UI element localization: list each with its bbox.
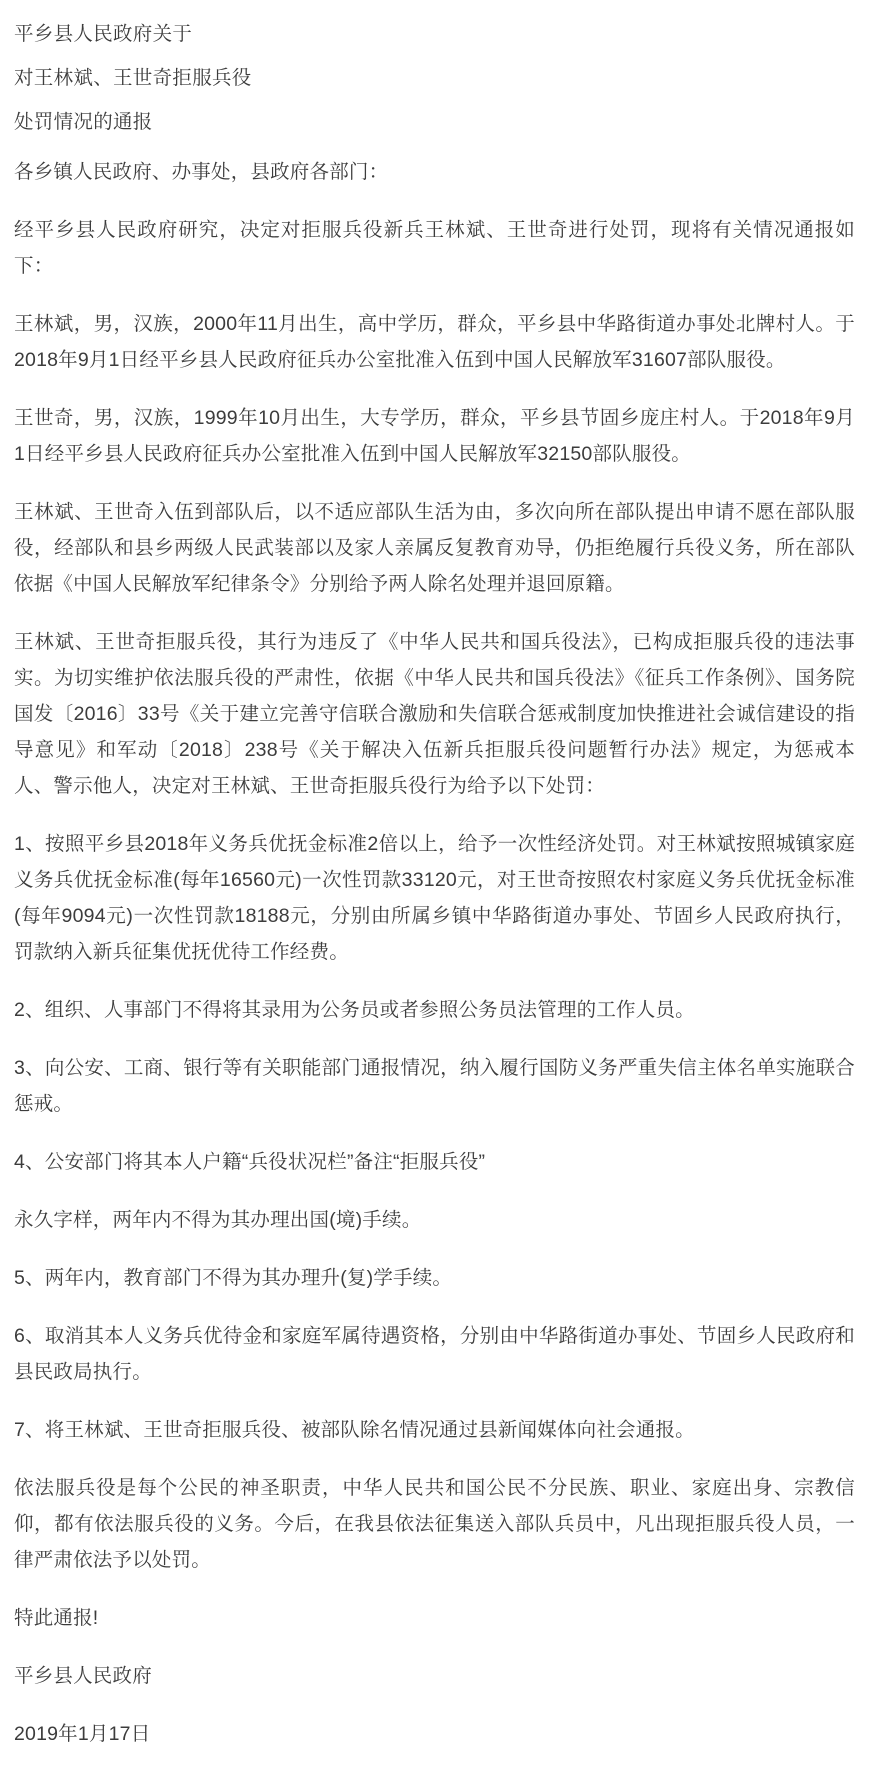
facts-paragraph: 王林斌、王世奇入伍到部队后，以不适应部队生活为由，多次向所在部队提出申请不愿在部队服役，经部队和县乡两级人民武装部以及家人亲属反复教育劝导，仍拒绝履行兵役义务，所在部队依据《中国人民解放军纪律条令》分别给予两人除名处理并退回原籍。	[14, 501, 855, 595]
penalty-item-7: 7、将王林斌、王世奇拒服兵役、被部队除名情况通过县新闻媒体向社会通报。	[14, 1419, 695, 1441]
intro-paragraph: 经平乡县人民政府研究，决定对拒服兵役新兵王林斌、王世奇进行处罚，现将有关情况通报如下：	[14, 219, 855, 277]
issue-date: 2019年1月17日	[14, 1723, 151, 1745]
penalty-item-3: 3、向公安、工商、银行等有关职能部门通报情况，纳入履行国防义务严重失信主体名单实施联合惩戒。	[14, 1057, 855, 1115]
title-line-1: 平乡县人民政府关于	[14, 23, 193, 45]
penalty-item-4-continuation: 永久字样，两年内不得为其办理出国(境)手续。	[14, 1209, 422, 1231]
penalty-item-1: 1、按照平乡县2018年义务兵优抚金标准2倍以上，给予一次性经济处罚。对王林斌按照城镇家庭义务兵优抚金标准(每年16560元)一次性罚款33120元，对王世奇按照农村家庭义务兵优抚金标准(每年9094元)一次性罚款18188元，分别由所属乡镇中华路街道办事处、节固乡人民政府执行，罚款纳入新兵征集优抚优待工作经费。	[14, 833, 855, 963]
conclusion-paragraph: 依法服兵役是每个公民的神圣职责，中华人民共和国公民不分民族、职业、家庭出身、宗教信仰，都有依法服兵役的义务。今后，在我县依法征集送入部队兵员中，凡出现拒服兵役人员，一律严肃依法予以处罚。	[14, 1477, 855, 1571]
penalty-item-6: 6、取消其本人义务兵优待金和家庭军属待遇资格，分别由中华路街道办事处、节固乡人民政府和县民政局执行。	[14, 1325, 855, 1383]
document-title	[14, 12, 855, 144]
penalty-item-5: 5、两年内，教育部门不得为其办理升(复)学手续。	[14, 1267, 453, 1289]
person-detail-wangshiqi: 王世奇，男，汉族，1999年10月出生，大专学历，群众，平乡县节固乡庞庄村人。于2018年9月1日经平乡县人民政府征兵办公室批准入伍到中国人民解放军32150部队服役。	[14, 407, 855, 465]
legal-basis-paragraph: 王林斌、王世奇拒服兵役，其行为违反了《中华人民共和国兵役法》，已构成拒服兵役的违法事实。为切实维护依法服兵役的严肃性，依据《中华人民共和国兵役法》《征兵工作条例》、国务院国发〔2016〕33号《关于建立完善守信联合激励和失信联合惩戒制度加快推进社会诚信建设的指导意见》和军动〔2018〕238号《关于解决入伍新兵拒服兵役问题暂行办法》规定，为惩戒本人、警示他人，决定对王林斌、王世奇拒服兵役行为给予以下处罚：	[14, 631, 855, 797]
issuing-authority: 平乡县人民政府	[14, 1665, 152, 1687]
salutation: 各乡镇人民政府、办事处，县政府各部门：	[14, 161, 389, 183]
penalty-item-4: 4、公安部门将其本人户籍“兵役状况栏”备注“拒服兵役”	[14, 1151, 486, 1173]
person-detail-wanglinbin: 王林斌，男，汉族，2000年11月出生，高中学历，群众，平乡县中华路街道办事处北牌村人。于2018年9月1日经平乡县人民政府征兵办公室批准入伍到中国人民解放军31607部队服役。	[14, 313, 855, 371]
penalty-item-2: 2、组织、人事部门不得将其录用为公务员或者参照公务员法管理的工作人员。	[14, 999, 695, 1021]
title-line-3: 处罚情况的通报	[14, 111, 153, 133]
title-line-2: 对王林斌、王世奇拒服兵役	[14, 67, 252, 89]
closing-statement: 特此通报!	[14, 1607, 99, 1629]
